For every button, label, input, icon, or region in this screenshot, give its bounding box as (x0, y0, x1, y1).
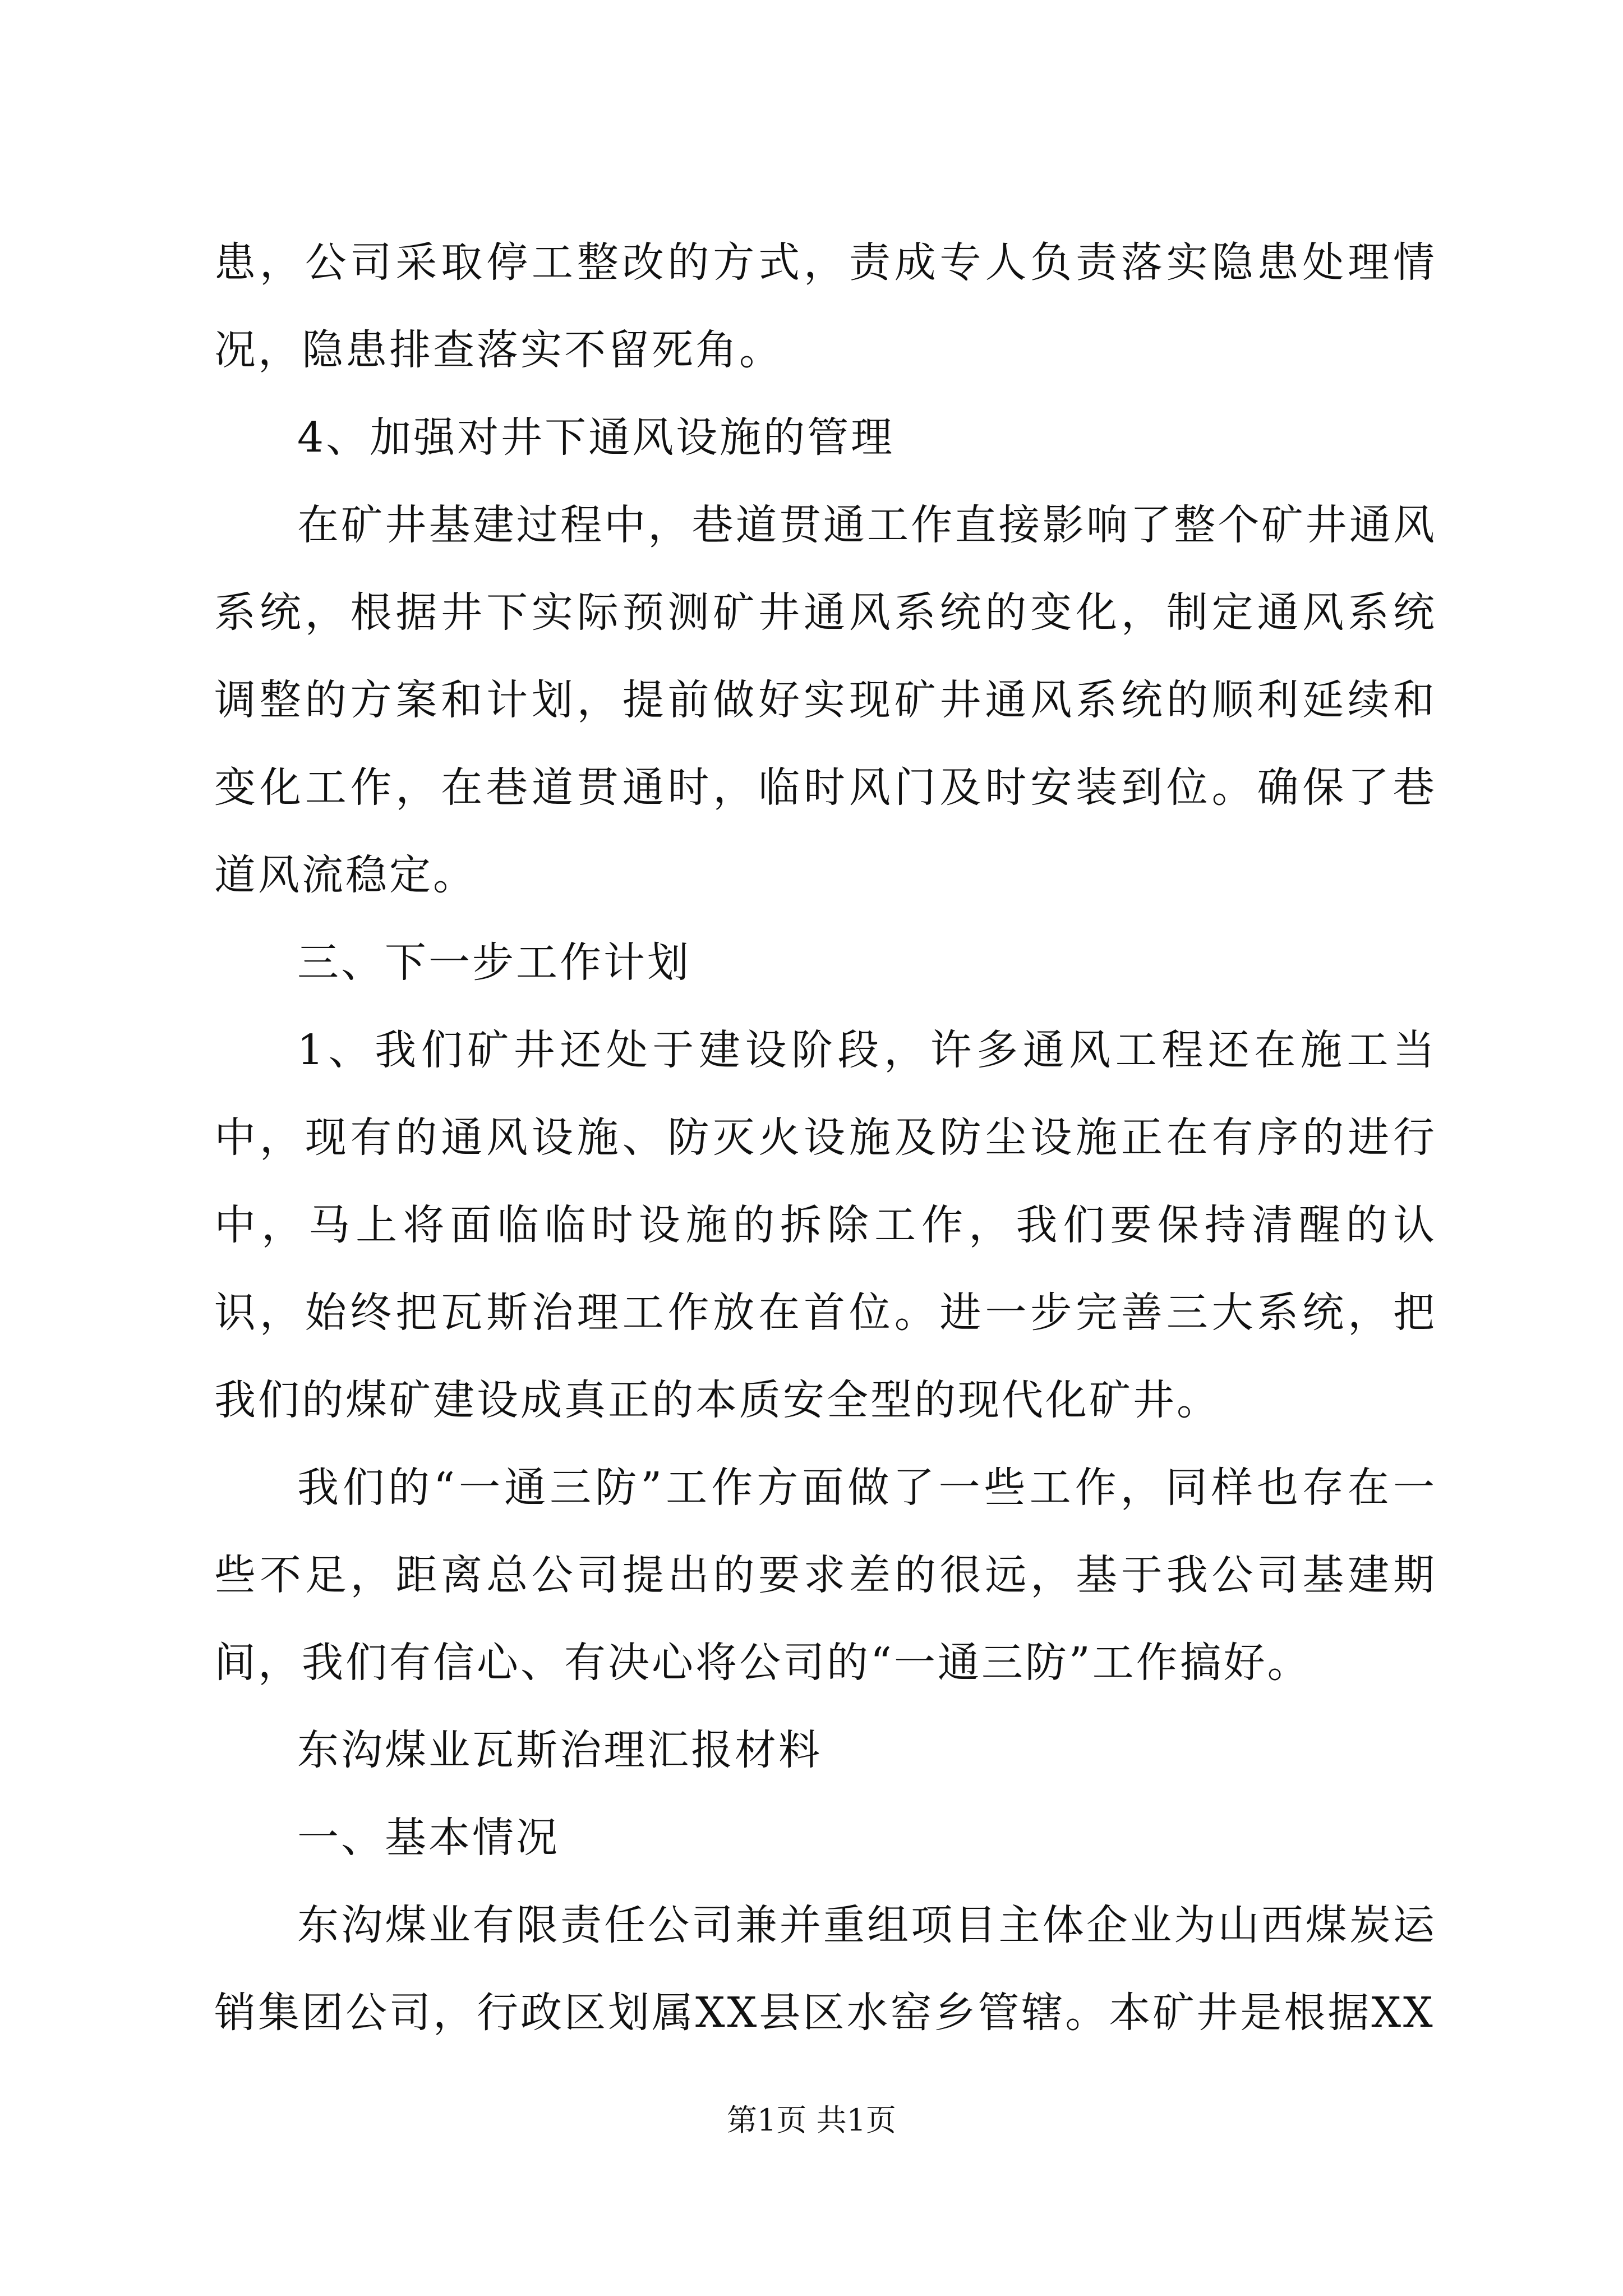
paragraph-continued: 患，公司采取停工整改的方式，责成专人负责落实隐患处理情况，隐患排查落实不留死角。 (214, 238, 1437, 374)
section-heading-next-steps: 三、下一步工作计划 (297, 938, 691, 987)
paragraph-basic-info: 东沟煤业有限责任公司兼并重组项目主体企业为山西煤炭运销集团公司，行政区划属XX县区水窑乡管辖。本矿井是根据XX (214, 1901, 1437, 2037)
paragraph-ventilation-system: 在矿井基建过程中，巷道贯通工作直接影响了整个矿井通风系统，根据井下实际预测矿井通风系统的变化，制定通风系统调整的方案和计划，提前做好实现矿井通风系统的顺利延续和变化工作，在巷道贯通时，临时风门及时安装到位。确保了巷道风流稳定。 (214, 501, 1437, 899)
paragraph-summary: 我们的“一通三防”工作方面做了一些工作，同样也存在一些不足，距离总公司提出的要求差的很远，基于我公司基建期间，我们有信心、有决心将公司的“一通三防”工作搞好。 (214, 1464, 1437, 1687)
section-heading-ventilation-management: 4、加强对井下通风设施的管理 (297, 413, 895, 462)
page-footer: 第1页 共1页 (727, 2102, 896, 2138)
document-body (214, 219, 1437, 2056)
paragraph-plan-item-1: 1、我们矿井还处于建设阶段，许多通风工程还在施工当中，现有的通风设施、防灭火设施及防尘设施正在有序的进行中，马上将面临临时设施的拆除工作，我们要保持清醒的认识，始终把瓦斯治理工作放在首位。进一步完善三大系统，把我们的煤矿建设成真正的本质安全型的现代化矿井。 (214, 1026, 1437, 1424)
section-heading-basic-info: 一、基本情况 (297, 1814, 560, 1862)
document-subtitle: 东沟煤业瓦斯治理汇报材料 (297, 1726, 822, 1774)
